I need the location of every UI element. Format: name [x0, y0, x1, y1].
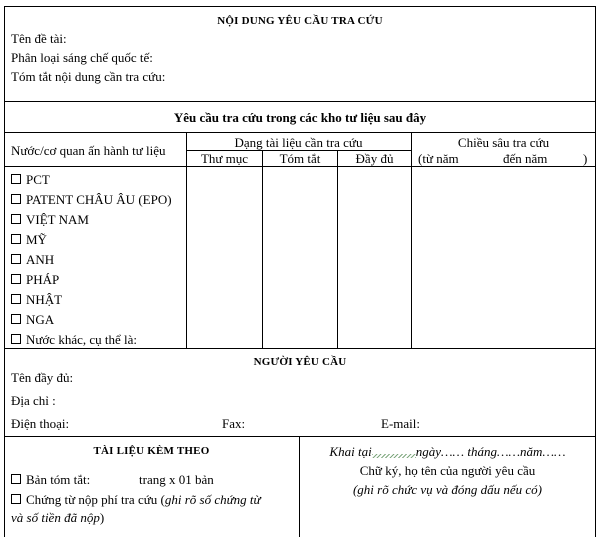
country-item-russia[interactable]	[11, 312, 54, 327]
column-line-4	[411, 132, 412, 348]
sign-date: ngày…… tháng……năm……	[415, 444, 566, 459]
address-label: Địa chỉ :	[11, 393, 56, 408]
column-line-2	[262, 150, 263, 348]
signature-place-date	[300, 444, 595, 459]
topic-label: Tên đề tài:	[11, 31, 67, 46]
country-label: NGA	[26, 312, 55, 327]
col-country-header: Nước/cơ quan ấn hành tư liệu	[11, 143, 166, 158]
attachment-fee-receipt[interactable]	[11, 492, 261, 507]
country-item-uk[interactable]	[11, 252, 54, 267]
col-doc-type-header: Dạng tài liệu cần tra cứu	[234, 135, 363, 150]
column-line-3	[337, 150, 338, 348]
ipc-label: Phân loại sáng chế quốc tế:	[11, 50, 153, 65]
summary-label: Tóm tắt nội dung cần tra cứu:	[11, 69, 166, 84]
country-label: ANH	[26, 252, 55, 267]
section3-title: NGƯỜI YÊU CẦU	[253, 356, 347, 368]
country-item-japan[interactable]	[11, 292, 62, 307]
frame-right-border	[595, 6, 596, 537]
country-label: NHẬT	[26, 292, 63, 307]
signature-line2: (ghi rõ chức vụ và đóng dấu nếu có)	[352, 482, 543, 497]
section2-title: Yêu cầu tra cứu trong các kho tư liệu sau đây	[173, 110, 427, 125]
divider-section3	[4, 348, 596, 349]
country-item-other[interactable]	[11, 332, 137, 347]
depth-close: )	[583, 151, 588, 166]
checkbox[interactable]	[11, 254, 21, 264]
checkbox[interactable]	[11, 294, 21, 304]
checkbox[interactable]	[11, 234, 21, 244]
signature-line1: Chữ ký, họ tên của người yêu cầu	[359, 463, 536, 478]
fax-label: Fax:	[222, 416, 246, 431]
checkbox[interactable]	[11, 474, 21, 484]
attachment-abstract[interactable]	[11, 472, 90, 487]
col-depth-header: Chiều sâu tra cứu	[457, 135, 550, 150]
divider-section1	[4, 101, 596, 102]
fee-receipt-label: Chứng từ nộp phí tra cứu (	[26, 492, 165, 507]
country-label: PATENT CHÂU ÂU (EPO)	[26, 192, 172, 207]
divider-section2-title	[4, 132, 596, 133]
country-item-usa[interactable]	[11, 232, 47, 247]
country-label: PCT	[26, 172, 50, 187]
checkbox[interactable]	[11, 174, 21, 184]
sign-place: Khai tại	[329, 444, 372, 459]
country-item-vietnam[interactable]	[11, 212, 89, 227]
country-item-epo[interactable]	[11, 192, 172, 207]
fullname-label: Tên đầy đủ:	[11, 370, 74, 385]
fee-receipt-close: )	[99, 510, 105, 525]
divider-section4	[4, 436, 596, 437]
sub-col-directory: Thư mục	[200, 151, 249, 166]
section1-title: NỘI DUNG YÊU CẦU TRA CỨU	[217, 15, 383, 27]
depth-from: (từ năm	[418, 151, 459, 166]
checkbox[interactable]	[11, 274, 21, 284]
phone-label: Điện thoại:	[11, 416, 70, 431]
depth-to: đến năm	[503, 151, 548, 166]
fee-receipt-line2	[11, 510, 104, 525]
checkbox[interactable]	[11, 194, 21, 204]
country-label: VIỆT NAM	[26, 212, 89, 227]
attachment-abstract-label: Bản tóm tắt:	[26, 472, 91, 487]
country-label: Nước khác, cụ thể là:	[26, 332, 138, 347]
section4-title: TÀI LIỆU KÈM THEO	[93, 445, 210, 457]
country-item-pct[interactable]	[11, 172, 50, 187]
sub-col-full: Đầy đủ	[355, 151, 394, 166]
checkbox[interactable]	[11, 314, 21, 324]
fee-receipt-note-line2: và số tiền đã nộp	[11, 510, 100, 525]
fee-receipt-note: ghi rõ số chứng từ	[164, 492, 261, 507]
checkbox[interactable]	[11, 334, 21, 344]
sub-col-abstract: Tóm tắt	[279, 151, 321, 166]
country-label: MỸ	[26, 232, 47, 247]
email-label: E-mail:	[381, 416, 420, 431]
country-label: PHÁP	[26, 272, 60, 287]
checkbox[interactable]	[11, 214, 21, 224]
divider-table-header	[4, 166, 596, 167]
place-blank	[372, 454, 416, 458]
attachment-abstract-pages: trang x 01 bản	[139, 472, 214, 487]
country-item-france[interactable]	[11, 272, 59, 287]
checkbox[interactable]	[11, 494, 21, 504]
frame-top-border	[4, 6, 596, 7]
